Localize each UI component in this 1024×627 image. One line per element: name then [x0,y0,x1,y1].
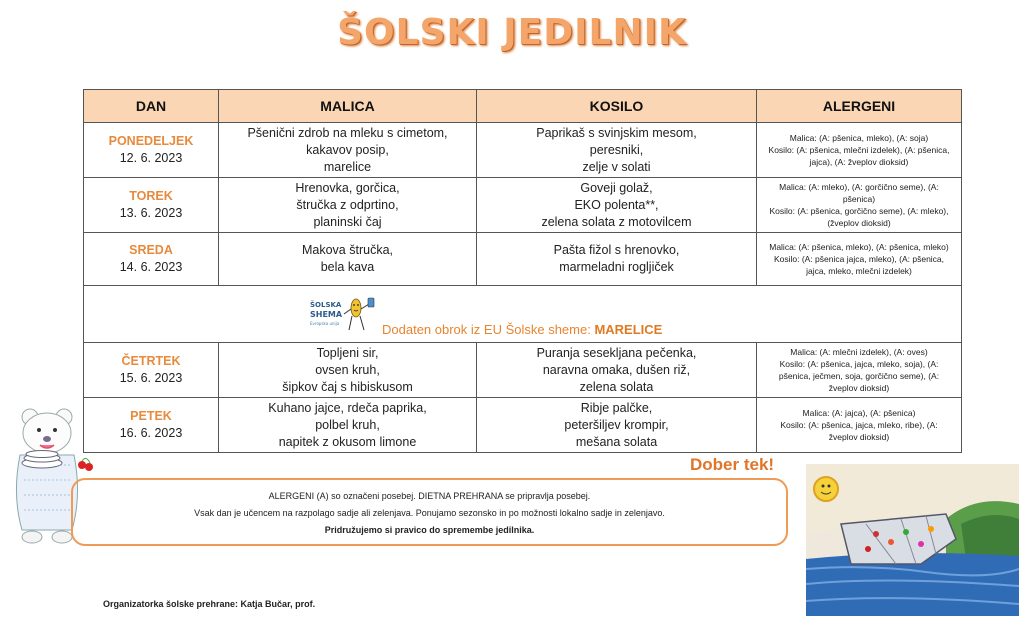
table-row-monday [84,123,962,178]
malica-cell [219,343,477,398]
alergeni-line: Malica: (A: mlečni izdelek), (A: oves) [790,347,928,357]
alergeni-cell [757,178,962,233]
day-name: PONEDELJEK [108,134,194,148]
day-date: 14. 6. 2023 [119,260,183,274]
kosilo-line: Ribje palčke, [580,400,653,415]
table-row-friday [84,398,962,453]
table-row-wednesday [84,233,962,286]
alergeni-line: žveplov dioksid) [828,432,890,442]
alergeni-line: jajca), (A: žveplov dioksid) [809,157,909,167]
day-date: 12. 6. 2023 [119,151,183,165]
note-line: Vsak dan je učencem na razpolago sadje ali zelenjava. Ponujamo sezonsko in po možnosti lokalno sadje in zelenjavo. [194,508,665,518]
malica-line: šipkov čaj s hibiskusom [282,379,413,394]
alergeni-cell [757,233,962,286]
malica-line: Hrenovka, gorčica, [295,180,400,195]
extra-meal-text [382,322,662,337]
logo-text-3: Evropska unija [310,321,340,326]
malica-line: planinski čaj [313,214,382,229]
alergeni-line: Malica: (A: mleko), (A: gorčično seme), (A: [779,182,939,192]
logo-text-1: ŠOLSKA [310,301,342,309]
extra-meal-label: Dodaten obrok iz EU Šolske sheme: [382,322,595,337]
day-name: ČETRTEK [121,354,181,368]
table-header-row [84,90,962,123]
kosilo-line: peresniki, [589,142,644,157]
malica-line: bela kava [320,260,375,274]
kosilo-line: Puranja sesekljana pečenka, [536,345,697,360]
malica-cell [219,178,477,233]
alergeni-line: pšenica) [842,194,876,204]
kosilo-line: zelje v solati [582,159,651,174]
alergeni-line: Kosilo: (A: pšenica, gorčično seme), (A: mleko), [769,206,949,216]
day-date: 15. 6. 2023 [119,371,183,385]
note-line: ALERGENI (A) so označeni posebej. DIETNA PREHRANA se pripravlja posebej. [268,491,591,501]
day-cell [84,233,219,286]
logo-text-2: SHEMA [310,310,343,319]
malica-line: kakavov posip, [306,142,389,157]
day-cell [84,178,219,233]
table-row-extra [84,286,962,343]
malica-cell [219,123,477,178]
extra-meal-highlight: MARELICE [594,322,663,337]
kosilo-cell [477,233,757,286]
kosilo-line: Pašta fižol s hrenovko, [553,243,680,257]
alergeni-line: (žveplov dioksid) [827,218,891,228]
boat-drawing-illustration [806,464,1019,616]
malica-line: Kuhano jajce, rdeča paprika, [268,400,427,415]
alergeni-line: žveplov dioksid) [828,383,890,393]
day-cell [84,343,219,398]
kosilo-line: Goveji golaž, [580,180,653,195]
malica-line: marelice [323,159,372,174]
menu-table [83,89,962,453]
kosilo-line: naravna omaka, dušen riž, [542,362,691,377]
alergeni-line: Malica: (A: pšenica, mleko), (A: soja) [789,133,929,143]
alergeni-line: Kosilo: (A: pšenica jajca, mleko), (A: pšenica, [773,254,945,264]
kosilo-line: marmeladni rogljiček [559,260,674,274]
alergeni-line: Malica: (A: pšenica, mleko), (A: pšenica, mleko) [769,242,949,252]
note-line: Pridružujemo si pravico do spremembe jedilnika. [324,525,535,535]
day-date: 13. 6. 2023 [119,206,183,220]
malica-line: napitek z okusom limone [278,434,417,449]
header-malica: MALICA [219,90,477,123]
alergeni-line: Kosilo: (A: pšenica, jajca, mleko, soja), (A: [779,359,939,369]
malica-line: polbel kruh, [315,417,380,432]
header-alergeni: ALERGENI [757,90,962,123]
malica-line: štručka z odprtino, [296,197,399,212]
day-cell [84,398,219,453]
header-day: DAN [84,90,219,123]
kosilo-line: Paprikaš s svinjskim mesom, [536,125,697,140]
kosilo-cell [477,123,757,178]
malica-line: Makova štručka, [301,243,393,257]
alergeni-line: jajca, mleko, mlečni izdelek) [806,266,912,276]
malica-line: ovsen kruh, [315,362,380,377]
alergeni-cell [757,398,962,453]
table-row-thursday [84,343,962,398]
kosilo-line: EKO polenta**, [574,197,659,212]
kosilo-line: zelena solata [579,379,654,394]
kosilo-line: peteršiljev krompir, [564,417,669,432]
alergeni-cell [757,343,962,398]
organizer-text: Organizatorka šolske prehrane: Katja Bučar, prof. [103,599,316,609]
page-title: ŠOLSKI JEDILNIK [337,12,687,53]
table-row-tuesday [84,178,962,233]
day-cell [84,123,219,178]
day-name: TOREK [129,189,173,203]
dober-tek-text: Dober tek! [690,455,775,474]
kosilo-line: mešana solata [575,434,658,449]
alergeni-line: Malica: (A: jajca), (A: pšenica) [802,408,916,418]
malica-line: Topljeni sir, [316,345,379,360]
day-name: SREDA [129,243,173,257]
kosilo-cell [477,178,757,233]
notes-box [71,478,788,546]
alergeni-line: Kosilo: (A: pšenica, jajca, mleko, ribe), (A: [780,420,938,430]
alergeni-line: Kosilo: (A: pšenica, mlečni izdelek), (A: pšenica, [768,145,950,155]
extra-meal-cell [84,286,962,343]
malica-cell [219,398,477,453]
day-name: PETEK [130,409,172,423]
alergeni-line: pšenica, ječmen, soja, gorčično seme), (A: [778,371,940,381]
malica-line: Pšenični zdrob na mleku s cimetom, [247,125,448,140]
alergeni-cell [757,123,962,178]
kosilo-cell [477,343,757,398]
malica-cell [219,233,477,286]
school-scheme-logo [309,292,379,334]
kosilo-line: zelena solata z motovilcem [541,214,692,229]
kosilo-cell [477,398,757,453]
header-kosilo: KOSILO [477,90,757,123]
day-date: 16. 6. 2023 [119,426,183,440]
